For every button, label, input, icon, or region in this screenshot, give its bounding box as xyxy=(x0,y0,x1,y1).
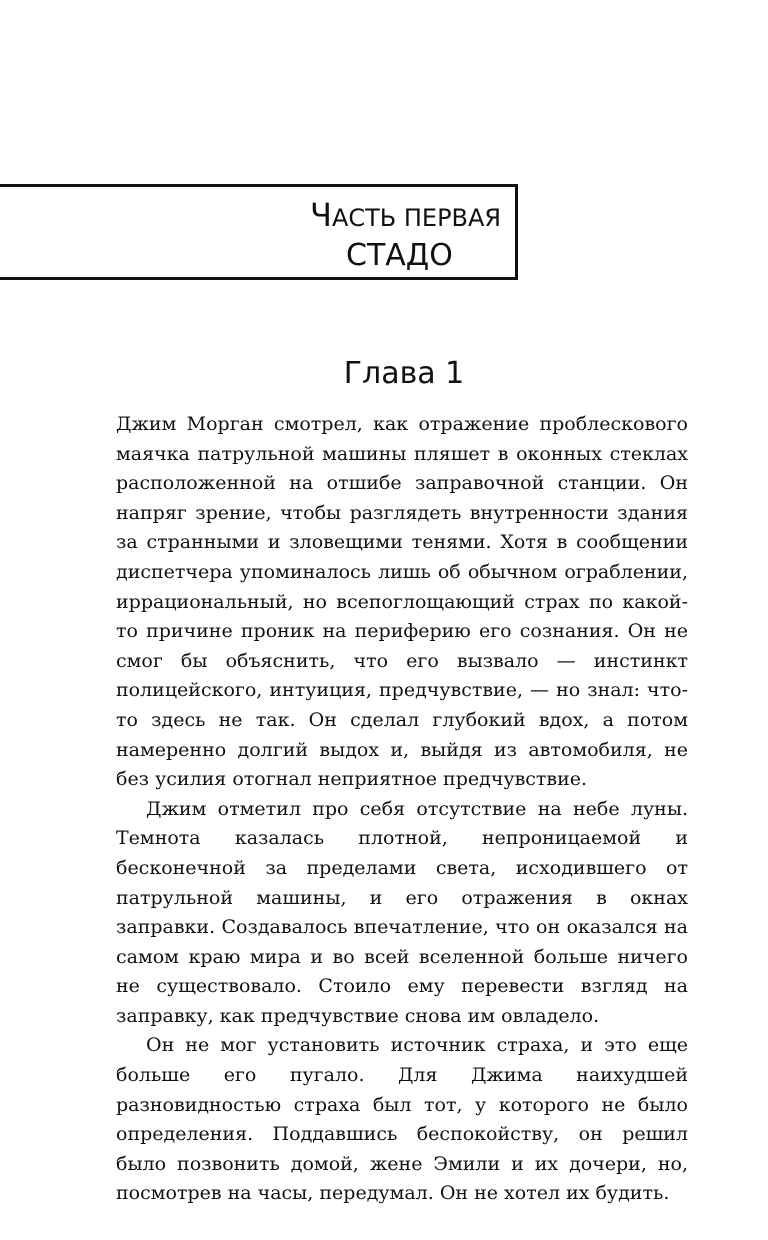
part-label-initial: Ч xyxy=(310,196,332,234)
chapter-heading-text: Глава 1 xyxy=(343,356,465,391)
part-name: СТАДО xyxy=(346,238,453,273)
part-label-rest: АСТЬ ПЕРВАЯ xyxy=(331,204,502,232)
paragraph: Он не мог установить источник страха, и это еще больше его пугало. Для Джима наихудшей разновидностью страха был тот, у которого не было определения. Поддавшись беспокойству, он решил было позвонить домой, жене Эмили и их дочери, но, посмотрев на часы, передумал. Он не хотел их будить. xyxy=(116,1034,688,1205)
chapter-heading xyxy=(0,356,768,391)
part-label xyxy=(310,196,501,234)
paragraph: Джим отметил про себя отсутствие на небе луны. Темнота казалась плотной, непроницаемой и бесконечной за пределами света, исходившего от патрульной машины, и его отражения в окнах заправки. Создавалось впечатление, что он оказался на самом краю мира и во всей вселенной больше ничего не существовало. Стоило ему перевести взгляд на заправку, как предчувствие снова им овладело. xyxy=(116,797,688,1027)
paragraph: Джим Морган смотрел, как отражение проблескового маячка патрульной машины пляшет в оконных стеклах расположенной на отшибе заправочной станции. Он напряг зрение, чтобы разглядеть внутренности здания за странными и зловещими тенями. Хотя в сообщении диспетчера упоминалось лишь об обычном ограблении, иррациональный, но всепоглощающий страх по какой-то причине проник на периферию его сознания. Он не смог бы объяснить, что его вызвало — инстинкт полицейского, интуиция, предчувствие, — но знал: что-то здесь не так. Он сделал глубокий вдох, а потом намеренно долгий выдох и, выйдя из автомобиля, не без усилия отогнал неприятное предчувствие. xyxy=(116,413,688,791)
body-text xyxy=(116,410,688,1209)
